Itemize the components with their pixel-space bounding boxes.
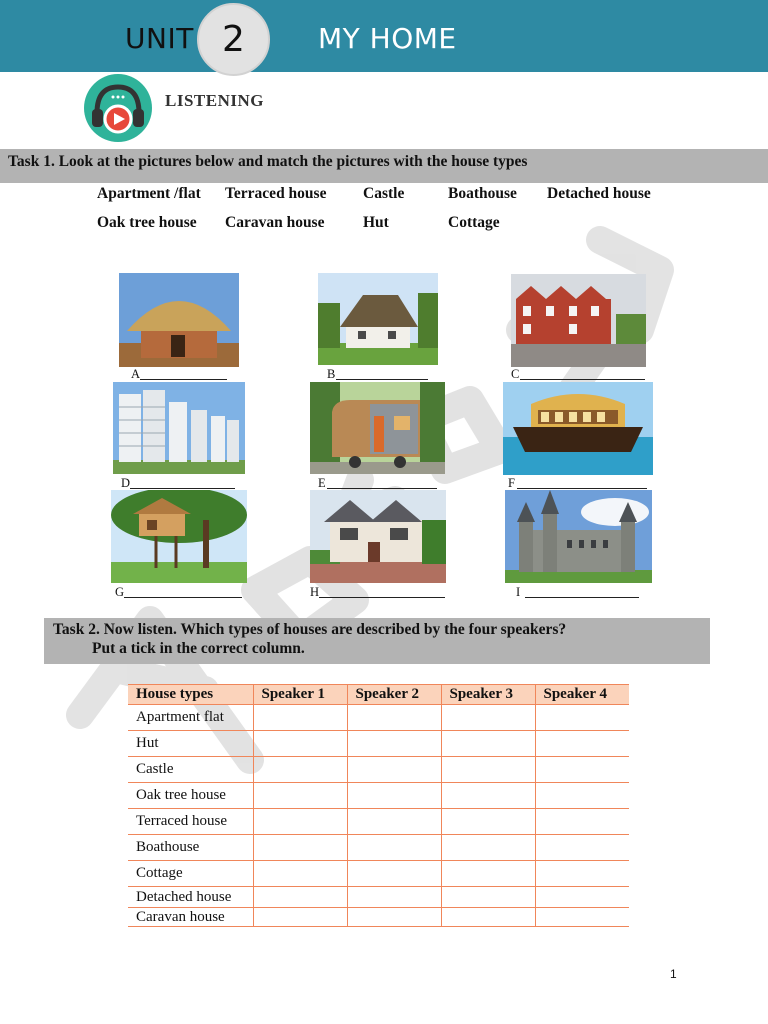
word-option: Apartment /flat <box>97 185 201 202</box>
tick-cell[interactable] <box>535 731 629 757</box>
picture-letter: G <box>115 585 125 599</box>
tick-cell[interactable] <box>347 731 441 757</box>
table-row <box>128 809 629 835</box>
table-header-cell: Speaker 1 <box>253 685 347 705</box>
table-row <box>128 731 629 757</box>
tick-cell[interactable] <box>441 887 535 908</box>
answer-line[interactable] <box>124 597 242 598</box>
table-header-cell: Speaker 2 <box>347 685 441 705</box>
answer-line[interactable] <box>327 488 437 489</box>
answer-table <box>128 684 629 927</box>
answer-line[interactable] <box>517 488 647 489</box>
tick-cell[interactable] <box>441 705 535 731</box>
tick-cell[interactable] <box>535 705 629 731</box>
picture-letter: D <box>121 476 131 490</box>
table-row <box>128 887 629 908</box>
detached-house-photo <box>310 490 446 583</box>
house-type-cell: Cottage <box>128 861 253 887</box>
picture-letter: A <box>131 367 141 381</box>
tick-cell[interactable] <box>253 861 347 887</box>
house-type-cell: Hut <box>128 731 253 757</box>
task1-instruction: Task 1. Look at the pictures below and match the pictures with the house types <box>8 153 528 170</box>
picture-letter: F <box>508 476 515 490</box>
word-option: Detached house <box>547 185 651 202</box>
table-header-row <box>128 685 629 705</box>
table-row <box>128 835 629 861</box>
house-type-cell: Castle <box>128 757 253 783</box>
tick-cell[interactable] <box>253 835 347 861</box>
table-header-cell: Speaker 4 <box>535 685 629 705</box>
tick-cell[interactable] <box>347 783 441 809</box>
picture-letter: B <box>327 367 336 381</box>
tick-cell[interactable] <box>535 835 629 861</box>
table-header-cell: House types <box>128 685 253 705</box>
tick-cell[interactable] <box>535 908 629 927</box>
tick-cell[interactable] <box>535 887 629 908</box>
tick-cell[interactable] <box>441 908 535 927</box>
word-option: Boathouse <box>448 185 517 202</box>
house-type-cell: Oak tree house <box>128 783 253 809</box>
table-row <box>128 908 629 927</box>
tick-cell[interactable] <box>253 705 347 731</box>
tick-cell[interactable] <box>441 731 535 757</box>
tick-cell[interactable] <box>535 783 629 809</box>
tick-cell[interactable] <box>535 809 629 835</box>
word-option: Cottage <box>448 214 500 231</box>
terraced-house-photo <box>511 274 646 367</box>
castle-photo <box>505 490 652 583</box>
page-number: 1 <box>670 967 677 981</box>
oak-tree-house-photo <box>111 490 247 583</box>
house-type-cell: Apartment flat <box>128 705 253 731</box>
tick-cell[interactable] <box>535 757 629 783</box>
answer-line[interactable] <box>319 597 445 598</box>
tick-cell[interactable] <box>347 908 441 927</box>
tick-cell[interactable] <box>347 705 441 731</box>
house-type-cell: Detached house <box>128 887 253 908</box>
task2-instruction: Task 2. Now listen. Which types of houses are described by the four speakers? <box>53 621 567 638</box>
tick-cell[interactable] <box>347 757 441 783</box>
word-option: Castle <box>363 185 405 202</box>
table-row <box>128 783 629 809</box>
caravan-house-photo <box>310 382 445 474</box>
answer-line[interactable] <box>520 379 645 380</box>
tick-cell[interactable] <box>441 809 535 835</box>
picture-letter: I <box>516 585 521 599</box>
table-row <box>128 757 629 783</box>
boathouse-photo <box>503 382 653 475</box>
word-option: Caravan house <box>225 214 325 231</box>
unit-label: UNIT <box>125 22 194 55</box>
word-option: Terraced house <box>225 185 327 202</box>
answer-line[interactable] <box>336 379 428 380</box>
unit-title: MY HOME <box>318 22 457 55</box>
answer-line[interactable] <box>140 379 227 380</box>
picture-letter: E <box>318 476 326 490</box>
table-row <box>128 705 629 731</box>
task2-instruction-sub: Put a tick in the correct column. <box>92 640 305 657</box>
answer-line[interactable] <box>130 488 235 489</box>
unit-number-badge <box>197 3 270 76</box>
house-type-cell: Terraced house <box>128 809 253 835</box>
tick-cell[interactable] <box>535 861 629 887</box>
tick-cell[interactable] <box>253 783 347 809</box>
house-type-cell: Boathouse <box>128 835 253 861</box>
tick-cell[interactable] <box>441 861 535 887</box>
tick-cell[interactable] <box>253 908 347 927</box>
listening-label: LISTENING <box>165 91 264 110</box>
hut-photo <box>119 273 239 367</box>
word-option: Oak tree house <box>97 214 197 231</box>
tick-cell[interactable] <box>347 809 441 835</box>
table-header-cell: Speaker 3 <box>441 685 535 705</box>
tick-cell[interactable] <box>347 835 441 861</box>
picture-letter: C <box>511 367 520 381</box>
house-type-cell: Caravan house <box>128 908 253 927</box>
tick-cell[interactable] <box>441 835 535 861</box>
apartment-photo <box>113 382 245 474</box>
answer-line[interactable] <box>525 597 639 598</box>
tick-cell[interactable] <box>347 861 441 887</box>
picture-letter: H <box>310 585 320 599</box>
tick-cell[interactable] <box>253 731 347 757</box>
tick-cell[interactable] <box>441 757 535 783</box>
headphones-icon <box>83 73 153 143</box>
cottage-photo <box>318 273 438 365</box>
tick-cell[interactable] <box>253 887 347 908</box>
unit-number: 2 <box>222 19 245 60</box>
word-option: Hut <box>363 214 389 231</box>
tick-cell[interactable] <box>253 809 347 835</box>
tick-cell[interactable] <box>347 887 441 908</box>
tick-cell[interactable] <box>253 757 347 783</box>
tick-cell[interactable] <box>441 783 535 809</box>
table-row <box>128 861 629 887</box>
